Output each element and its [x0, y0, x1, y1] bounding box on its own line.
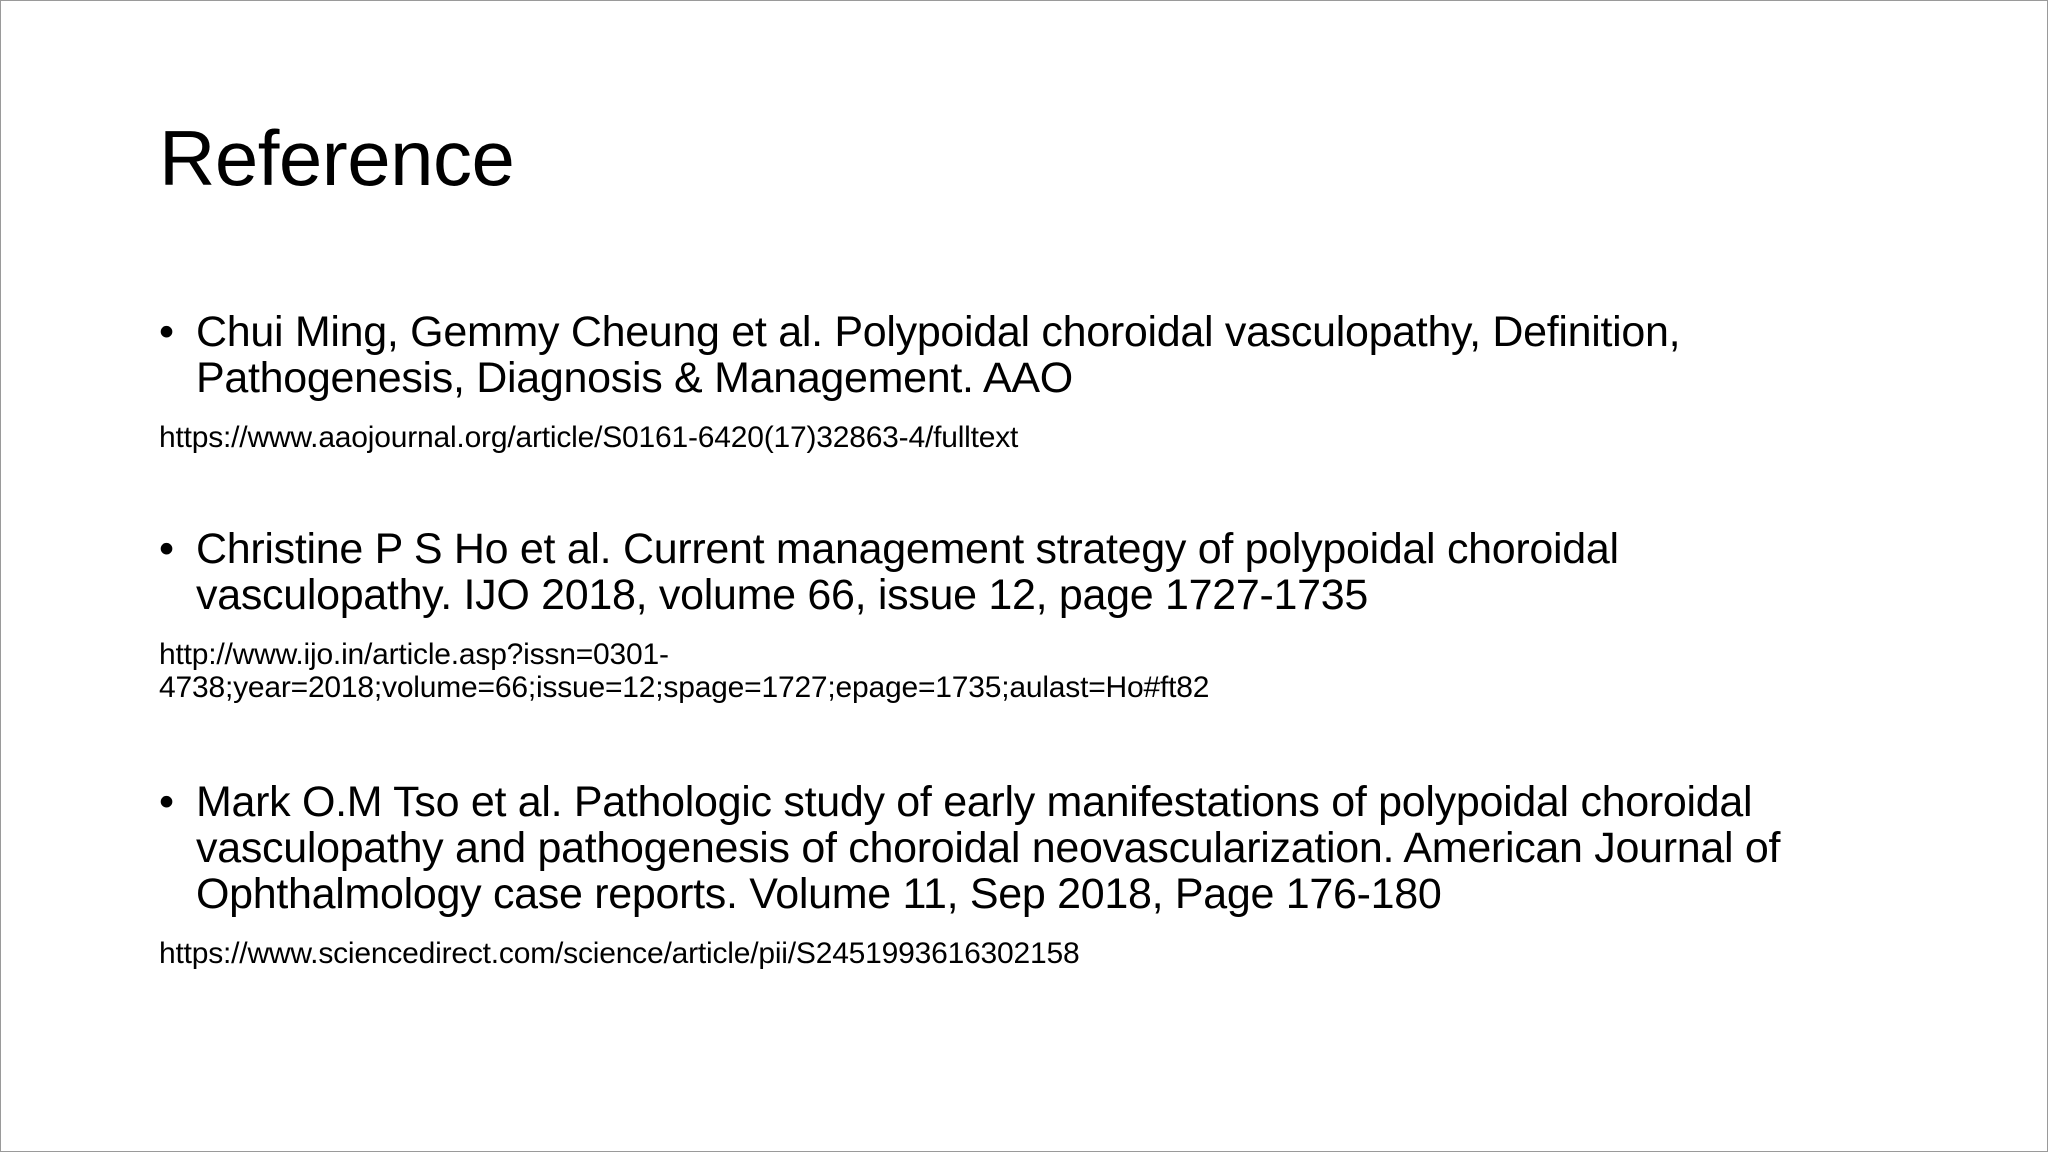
- citation-text: Mark O.M Tso et al. Pathologic study of early manifestations of polypoidal choroidal vasculopathy and pathogenesis of choroidal neovascularization. American Journal of Ophthalmology case reports. Volume 11, Sep 2018, Page 176-180: [196, 778, 1781, 918]
- reference-url[interactable]: https://www.aaojournal.org/article/S0161-6420(17)32863-4/fulltext: [159, 421, 1019, 454]
- reference-url-line-2[interactable]: 4738;year=2018;volume=66;issue=12;spage=1727;epage=1735;aulast=Ho#ft82: [159, 671, 1210, 704]
- reference-citation: [159, 526, 1959, 618]
- reference-item: [159, 779, 1959, 970]
- reference-item: [159, 526, 1959, 704]
- citation-text: Chui Ming, Gemmy Cheung et al. Polypoidal choroidal vasculopathy, Definition, Pathogenesis, Diagnosis & Management. AAO: [196, 308, 1681, 402]
- reference-url-line-1[interactable]: http://www.ijo.in/article.asp?issn=0301-: [159, 638, 669, 671]
- reference-citation: [159, 309, 1959, 401]
- bullet-icon: •: [159, 308, 174, 356]
- reference-url[interactable]: https://www.sciencedirect.com/science/article/pii/S2451993616302158: [159, 937, 1080, 970]
- reference-citation: [159, 779, 1959, 917]
- bullet-icon: •: [159, 525, 174, 573]
- bullet-icon: •: [159, 778, 174, 826]
- reference-item: [159, 309, 1959, 454]
- slide-title: Reference: [159, 114, 515, 202]
- citation-text: Christine P S Ho et al. Current management strategy of polypoidal choroidal vasculopathy. IJO 2018, volume 66, issue 12, page 1727-1735: [196, 525, 1619, 619]
- reference-url[interactable]: [159, 638, 1959, 704]
